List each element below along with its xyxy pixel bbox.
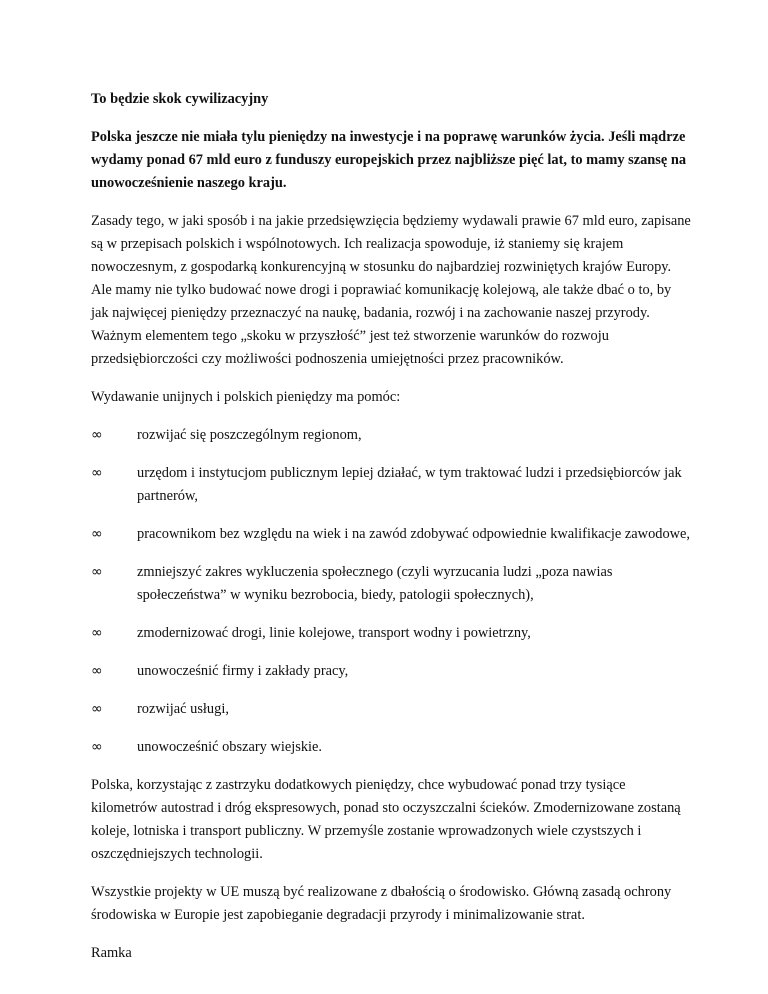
list-item bbox=[91, 462, 691, 508]
list-item-text: rozwijać się poszczególnym regionom, bbox=[137, 427, 362, 443]
infinity-bullet-icon: ∞ bbox=[91, 739, 103, 755]
body-paragraph-2: Polska, korzystając z zastrzyku dodatkowych pieniędzy, chce wybudować ponad trzy tysiące kilometrów autostrad i dróg ekspresowych, ponad sto oczyszczalni ścieków. Zmodernizowane zostaną koleje, lotniska i transport publiczny. W przemyśle zostanie wprowadzonych wiele czystszych i oszczędniejszych technologii. bbox=[91, 777, 681, 862]
list-item bbox=[91, 736, 691, 759]
body-paragraph-3: Wszystkie projekty w UE muszą być realizowane z dbałością o środowisko. Główną zasadą ochrony środowiska w Europie jest zapobieganie degradacji przyrody i minimalizowanie strat. bbox=[91, 884, 672, 923]
infinity-bullet-icon: ∞ bbox=[91, 427, 103, 443]
infinity-bullet-icon: ∞ bbox=[91, 465, 103, 481]
list-item-text: urzędom i instytucjom publicznym lepiej działać, w tym traktować ludzi i przedsiębiorców jak partnerów, bbox=[137, 465, 682, 504]
document-title: To będzie skok cywilizacyjny bbox=[91, 91, 269, 107]
bullet-list bbox=[91, 424, 691, 759]
list-item bbox=[91, 698, 691, 721]
list-item-text: rozwijać usługi, bbox=[137, 701, 229, 717]
list-item-text: pracownikom bez względu na wiek i na zawód zdobywać odpowiednie kwalifikacje zawodowe, bbox=[137, 526, 691, 542]
list-item bbox=[91, 523, 691, 546]
list-item bbox=[91, 424, 691, 447]
list-item bbox=[91, 660, 691, 683]
list-item-text: unowocześnić obszary wiejskie. bbox=[137, 739, 323, 755]
list-item-text: zmodernizować drogi, linie kolejowe, transport wodny i powietrzny, bbox=[137, 625, 531, 641]
lead-paragraph: Polska jeszcze nie miała tylu pieniędzy na inwestycje i na poprawę warunków życia. Jeśli mądrze wydamy ponad 67 mld euro z funduszy europejskich przez najbliższe pięć lat, to mamy szansę na unowocześnienie naszego kraju. bbox=[91, 129, 687, 191]
infinity-bullet-icon: ∞ bbox=[91, 625, 103, 641]
frame-label: Ramka bbox=[91, 945, 132, 961]
list-intro: Wydawanie unijnych i polskich pieniędzy ma pomóc: bbox=[91, 389, 401, 405]
list-item-text: zmniejszyć zakres wykluczenia społecznego (czyli wyrzucania ludzi „poza nawias społeczeństwa” w wyniku bezrobocia, biedy, patologii społecznych), bbox=[137, 564, 613, 603]
infinity-bullet-icon: ∞ bbox=[91, 663, 103, 679]
document-page bbox=[91, 88, 691, 980]
infinity-bullet-icon: ∞ bbox=[91, 564, 103, 580]
body-paragraph-1: Zasady tego, w jaki sposób i na jakie przedsięwzięcia będziemy wydawali prawie 67 mld euro, zapisane są w przepisach polskich i wspólnotowych. Ich realizacja spowoduje, iż staniemy się krajem nowoczesnym, z gospodarką konkurencyjną w stosunku do najbardziej rozwiniętych krajów Europy. Ale mamy nie tylko budować nowe drogi i poprawiać komunikację kolejową, ale także dbać o to, by jak najwięcej pieniędzy przeznaczyć na naukę, badania, rozwój i na zachowanie naszej przyrody. Ważnym elementem tego „skoku w przyszłość” jest też stworzenie warunków do rozwoju przedsiębiorczości czy możliwości podnoszenia umiejętności przez pracowników. bbox=[91, 213, 691, 367]
list-item bbox=[91, 622, 691, 645]
list-item bbox=[91, 561, 691, 607]
infinity-bullet-icon: ∞ bbox=[91, 526, 103, 542]
list-item-text: unowocześnić firmy i zakłady pracy, bbox=[137, 663, 349, 679]
infinity-bullet-icon: ∞ bbox=[91, 701, 103, 717]
